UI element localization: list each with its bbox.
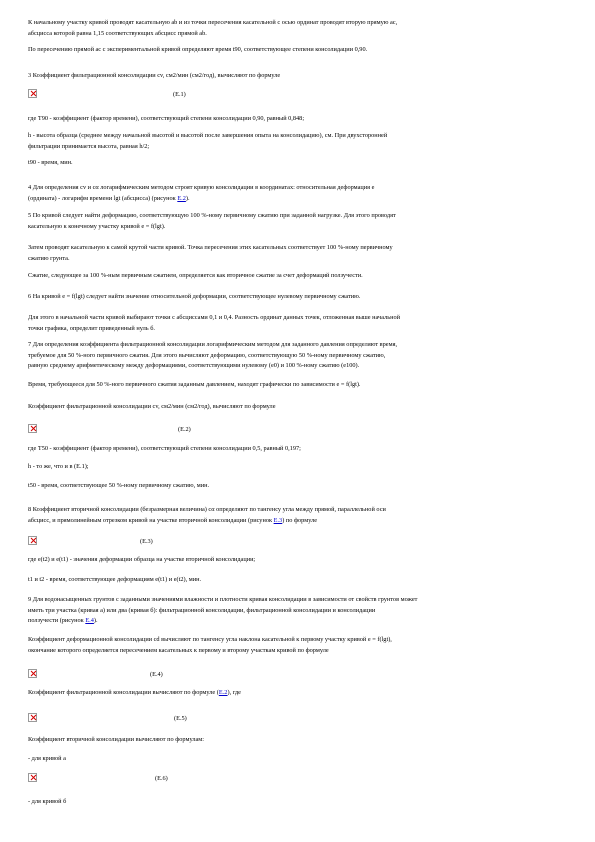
text-line: t1 и t2 - время, соответствующее деформациям e(t1) и e(t2), мин. [28,576,202,583]
text-line: 8 Коэффициент вторичной консолидации (безразмерная величина) cα определяют по тангенсу угла между прямой, параллельной оси [28,506,386,513]
text-line: абсцисса которой равна 1,15 соответствующих абсцисс прямой ab. [28,29,207,37]
text-line: h - то же, что и в (Е.1); [28,463,89,470]
figure-link[interactable]: Е.4 [85,617,94,624]
text-line: Время, требующееся для 50 %-ного первичного сжатия заданным давлением, находят графически по зависимости e = f(lgt). [28,381,361,388]
text-line: Коэффициент вторичной консолидации вычисляют по формулам: [28,736,205,743]
paragraph [28,635,568,656]
paragraph [28,211,568,232]
text-line: (ордината) - логарифм времени lgt (абсцисса) (рисунок Е.2). [28,194,190,202]
paragraph [28,45,568,56]
paragraph [28,735,568,746]
text-line: Коэффициент фильтрационной консолидации вычисляют по формуле (Е.2), где [28,689,241,696]
paragraph [28,313,568,334]
broken-image-icon [28,424,37,433]
text-line: 4 Для определения cv и cα логарифмическим методом строят кривую консолидации в координатах: относительная деформация e [28,184,375,191]
text-line: где e(t2) и e(t1) - значения деформации образца на участке вторичной консолидации; [28,556,256,563]
paragraph [28,131,568,152]
text-line: Коэффициент деформационной консолидации cd вычисляют по тангенсу угла наклона касательной к первому участку кривой e = f(lgt), [28,636,392,643]
text-line: 3 Коэффициент фильтрационной консолидации cv, см2/мин (см2/год), вычисляют по формуле [28,72,281,79]
text-line: абсцисс, и прямолинейным отрезком кривой на участке вторичной консолидации (рисунок Е.3) по формуле [28,516,318,524]
text-line: 9 Для водонасыщенных грунтов с заданными значениями влажности и плотности кривая консолидации в зависимости от свойств грунтов может [28,596,418,603]
text-line: Коэффициент фильтрационной консолидации cv, см2/мин (см2/год), вычисляют по формуле [28,403,276,410]
text-line: иметь три участка (кривая а) или два (кривая б): фильтрационной консолидации, фильтрационной консолидации и консолидации [28,606,376,614]
text-line: - для кривой а [28,755,66,762]
equation-row [28,773,568,787]
text-line: t50 - время, соответствующее 50 %-ному первичному сжатию, мин. [28,482,210,489]
paragraph [28,754,568,765]
paragraph [28,292,568,303]
text-line: t90 - время, мин. [28,159,73,166]
formula-link[interactable]: Е.2 [218,689,228,696]
text-line: К начальному участку кривой проводят касательную ab и из точки пересечения касательной с осью ординат проводят вторую прямую ac, [28,19,398,26]
text-line: 7 Для определения коэффициента фильтрационной консолидации логарифмическим методом для заданного давления определяют время, [28,341,398,348]
paragraph [28,380,568,391]
paragraph [28,114,568,125]
text-line: где T90 - коэффициент (фактор времени), соответствующий степени консолидации 0,90, равный 0,848; [28,115,305,122]
text-line: ползучести (рисунок Е.4). [28,617,98,624]
equation-number: (Е.5) [174,715,187,722]
paragraph [28,71,568,82]
figure-link[interactable]: Е.3 [273,516,283,524]
paragraph [28,18,568,39]
text-line: равную среднему арифметическому между деформациями, соответствующими нулевому (e0) и 100 %-ному сжатию (e100). [28,362,360,369]
text-line: Для этого в начальной части кривой выбирают точки с абсциссами 0,1 и 0,4. Разность ординат данных точек, отложенная выше начальной [28,314,400,321]
equation-row [28,713,568,727]
equation-row [28,424,568,438]
paragraph [28,243,568,264]
broken-image-icon [28,773,37,782]
paragraph [28,575,568,586]
text-line: h - высота образца (среднее между начальной высотой и высотой после завершения опыта на консолидацию), см. При двухсторонней [28,132,388,139]
text-line: - для кривой б [28,798,67,805]
paragraph [28,462,568,473]
broken-image-icon [28,536,37,545]
broken-image-icon [28,89,37,98]
figure-link[interactable]: Е.2 [177,194,186,202]
paragraph [28,271,568,282]
paragraph [28,688,568,699]
paragraph [28,595,568,627]
paragraph [28,797,568,808]
text-line: точки графика, определит приведенный нуль б. [28,324,155,332]
paragraph [28,183,568,204]
text-line: сжатию грунта. [28,254,70,262]
broken-image-icon [28,669,37,678]
text-line: окончание которого определяется пересечением касательных к первому и второму участкам кривой по формуле [28,646,329,654]
equation-number: (Е.1) [173,91,186,98]
paragraph [28,402,568,413]
text-line: По пересечению прямой ac с экспериментальной кривой определяют время t90, соответствующее степени консолидации 0,90. [28,46,368,53]
equation-row [28,536,568,550]
text-line: требуемое для 50 %-ного первичного сжатия. Для этого вычисляют деформацию, соответствующую 50 %-ному первичному сжатию, [28,351,386,359]
equation-number: (Е.2) [178,426,191,433]
text-line: фильтрации принимается высота, равная h/2; [28,142,150,150]
text-line: 6 На кривой e = f(lgt) следует найти значение относительной деформации, соответствующее нулевому первичному сжатию. [28,293,361,300]
equation-number: (Е.6) [155,775,168,782]
paragraph [28,555,568,566]
equation-row [28,89,568,103]
text-line: касательную к конечному участку кривой e = f(lgt). [28,222,166,230]
text-line: 5 По кривой следует найти деформацию, соответствующую 100 %-ному первичному сжатию при заданной нагрузке. Для этого проводят [28,212,396,219]
text-line: Затем проводят касательную к самой крутой части кривой. Точка пересечения этих касательных соответствует 100 %-ному первичному [28,244,393,251]
paragraph [28,340,568,372]
equation-number: (Е.3) [140,538,153,545]
paragraph [28,444,568,455]
paragraph [28,158,568,169]
paragraph [28,505,568,526]
text-line: Сжатие, следующее за 100 %-ным первичным сжатием, определяется как вторичное сжатие за счет деформаций ползучести. [28,272,363,279]
equation-number: (Е.4) [150,671,163,678]
paragraph [28,481,568,492]
broken-image-icon [28,713,37,722]
text-line: где T50 - коэффициент (фактор времени), соответствующий степени консолидации 0,5, равный 0,197; [28,445,301,452]
equation-row [28,669,568,683]
